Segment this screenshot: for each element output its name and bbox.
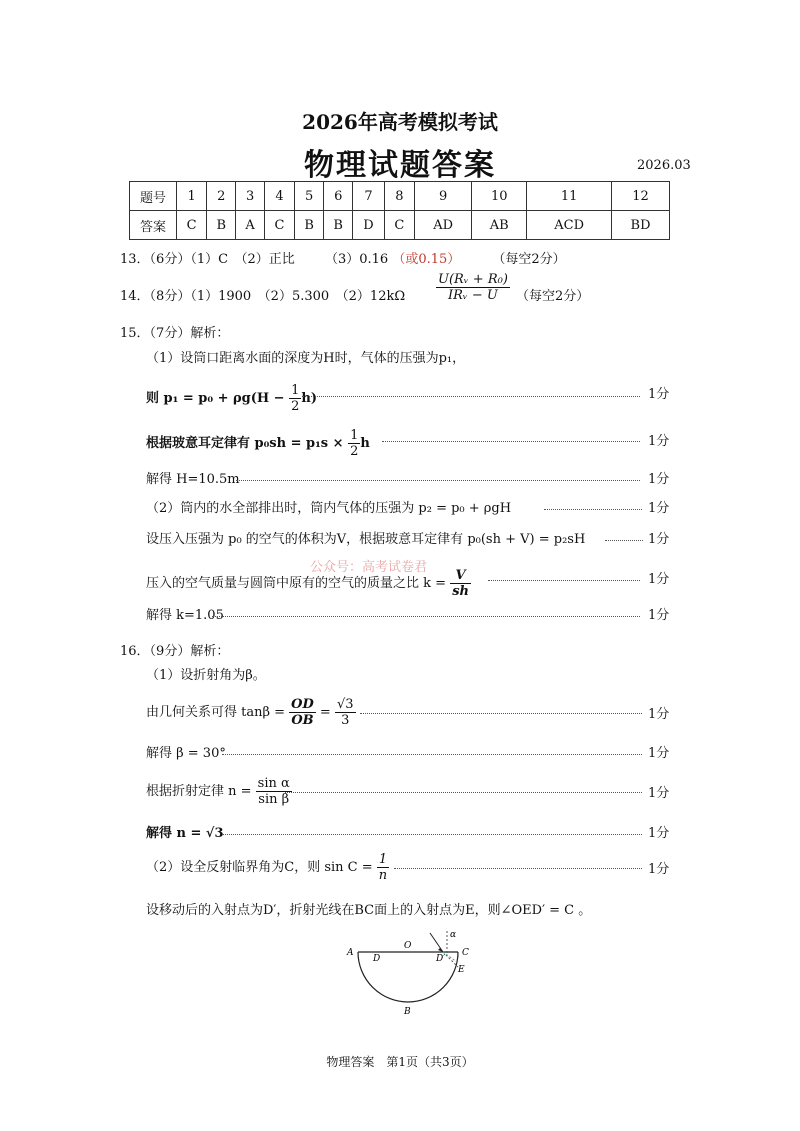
q16-line-1: （1）设折射角为β。 (146, 668, 266, 683)
q16-line-6 (146, 852, 389, 883)
label-B: B (404, 1007, 411, 1017)
label-alpha: α (450, 930, 457, 940)
q16-tan-text: 由几何关系可得 tanβ = (146, 705, 286, 720)
score: 1分 (648, 826, 670, 841)
answer-cell: C (384, 211, 414, 240)
label-A: A (347, 948, 354, 958)
q16-n: n (378, 868, 388, 883)
question-number: 2 (207, 182, 236, 211)
q15-line-6: 设压入压强为 p₀ 的空气的体积为V，根据玻意耳定律有 p₀(sh + V) = p₂sH (146, 532, 586, 547)
optics-diagram (340, 925, 480, 1020)
q15-eq2-right: h) (301, 391, 317, 406)
leader-dots (236, 480, 640, 481)
leader-dots (360, 713, 642, 714)
q15-line-3: 根据玻意耳定律有 p₀sh = p₁s × $\frac{1}{2}$ h (146, 428, 370, 459)
q15-line-5: （2）筒内的水全部排出时，筒内气体的压强为 p₂ = p₀ + ρgH (146, 501, 512, 516)
exam-date: 2026.03 (637, 158, 691, 173)
q16-line-4 (146, 776, 292, 807)
q14-answer (120, 285, 405, 304)
answer-cell: B (295, 211, 324, 240)
q15-line-7 (146, 568, 471, 599)
q15-eq2-left: 则 p₁ = p₀ + ρg(H − (146, 391, 290, 406)
q15-line-4: 解得 H=10.5m (146, 472, 240, 487)
score: 1分 (648, 786, 670, 801)
question-number: 5 (295, 182, 324, 211)
question-number: 10 (472, 182, 527, 211)
label-C: C (462, 948, 469, 958)
q15-eq3-left: 根据玻意耳定律有 p₀sh = p₁s × (146, 436, 344, 451)
question-number-row (130, 182, 670, 211)
question-number: 7 (353, 182, 385, 211)
q13-part3: （3）0.16 (324, 252, 389, 267)
score: 1分 (648, 707, 670, 722)
score: 1分 (648, 746, 670, 761)
row-label: 题号 (130, 182, 177, 211)
q16-sin-alpha: sin α (257, 776, 290, 791)
score: 1分 (648, 472, 670, 487)
score: 1分 (648, 532, 670, 547)
q15-line-8: 解得 k=1.05 (146, 608, 224, 623)
score: 1分 (648, 387, 670, 402)
answer-cell: C (177, 211, 207, 240)
label-D-prime: D′ (436, 954, 446, 964)
leader-dots (302, 396, 640, 397)
score: 1分 (648, 862, 670, 877)
question-number: 1 (177, 182, 207, 211)
q15-eq3-right: h (360, 436, 370, 451)
answer-cell: AD (414, 211, 471, 240)
q14-fraction (436, 272, 510, 303)
q15-line-2: 则 p₁ = p₀ + ρg(H − $\frac{1}{2}$ h) (146, 383, 317, 414)
answer-cell: ACD (527, 211, 612, 240)
q15-ratio-text: 压入的空气质量与圆筒中原有的空气的质量之比 k = (146, 576, 447, 591)
leader-dots (222, 754, 642, 755)
q16-one: 1 (377, 852, 389, 868)
q13-note: （每空2分） (492, 252, 566, 267)
q13-lead: 13．（6分）（1）C （2）正比 (120, 252, 295, 267)
row-label: 答案 (130, 211, 177, 240)
label-D: D (373, 954, 381, 964)
question-number: 12 (612, 182, 670, 211)
q15-line-1: （1）设筒口距离水面的深度为H时，气体的压强为p₁， (146, 351, 466, 366)
q15-ratio-numerator: V (450, 568, 471, 584)
page-footer: 物理答案 第1页（共3页） (326, 1055, 474, 1069)
leader-dots (382, 441, 640, 442)
q14-denominator: IRᵥ − U (448, 288, 498, 303)
question-number: 11 (527, 182, 612, 211)
q16-three: 3 (341, 713, 350, 728)
q16-line-5: 解得 n = √3 (146, 826, 224, 841)
question-number: 8 (384, 182, 414, 211)
q15-ratio-denominator: sh (452, 584, 469, 599)
leader-dots (605, 540, 643, 541)
leader-dots (544, 509, 642, 510)
q16-tan-denominator: OB (291, 713, 314, 728)
answer-cell: A (236, 211, 265, 240)
leader-dots (285, 792, 642, 793)
answer-title: 物理试题答案 (304, 148, 496, 183)
answer-table (129, 181, 670, 240)
answer-cell: AB (472, 211, 527, 240)
answer-cell: BD (612, 211, 670, 240)
q14-note: （每空2分） (516, 289, 590, 304)
q16-line-7: 设移动后的入射点为D′，折射光线在BC面上的入射点为E，则∠OED′ = C 。 (146, 903, 592, 918)
leader-dots (212, 616, 640, 617)
leader-dots (394, 868, 642, 869)
answer-row (130, 211, 670, 240)
question-number: 4 (264, 182, 294, 211)
score: 1分 (648, 501, 670, 516)
q13-answer (120, 248, 566, 267)
q16-sin-beta: sin β (258, 792, 290, 807)
q16-snell-text: 根据折射定律 n = (146, 784, 252, 799)
q16-tan-numerator: OD (291, 697, 314, 712)
question-number: 6 (324, 182, 353, 211)
q16-line-3: 解得 β = 30° (146, 746, 226, 761)
q16-sqrt3: √3 (336, 697, 354, 712)
answer-cell: D (353, 211, 385, 240)
q16-heading: 16．（9分）解析： (120, 644, 230, 659)
q16-critical-text: （2）设全反射临界角为C，则 sin C = (146, 860, 373, 875)
answer-cell: B (324, 211, 353, 240)
question-number: 9 (414, 182, 471, 211)
exam-title: 2026年高考模拟考试 (302, 110, 498, 134)
leader-dots (488, 580, 640, 581)
score: 1分 (648, 608, 670, 623)
q14-numerator: U(Rᵥ + R₀) (438, 272, 508, 287)
score: 1分 (648, 434, 670, 449)
answer-cell: B (207, 211, 236, 240)
watermark: 公众号：高考试卷君 (310, 560, 428, 575)
question-number: 3 (236, 182, 265, 211)
leader-dots (222, 834, 642, 835)
answer-cell: C (264, 211, 294, 240)
score: 1分 (648, 572, 670, 587)
q14-lead: 14．（8分）（1）1900 （2）5.300 （2）12kΩ (120, 289, 406, 304)
q16-line-2: 由几何关系可得 tanβ = $\frac{OD}{OB}$ = $\frac{√3}{3}$ (146, 697, 354, 728)
q13-alternative: （或0.15） (392, 252, 461, 267)
label-E: E (458, 965, 465, 975)
q15-heading: 15．（7分）解析： (120, 326, 230, 341)
label-O: O (404, 941, 412, 951)
incident-ray (430, 933, 443, 952)
